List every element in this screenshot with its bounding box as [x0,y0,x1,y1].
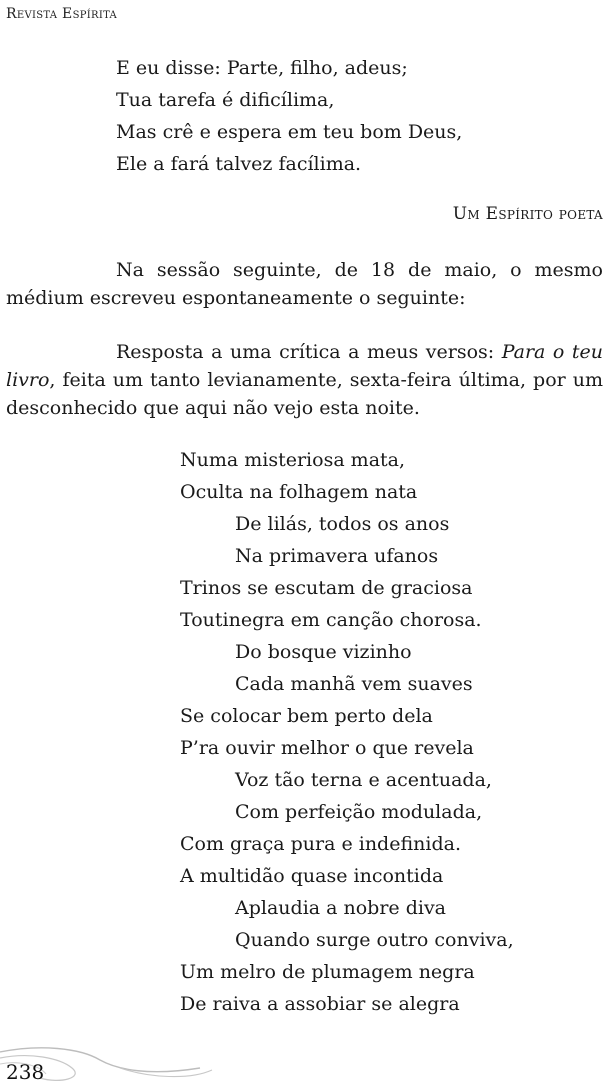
paragraph-response [6,338,603,422]
poem-line: Oculta na folhagem nata [180,481,418,503]
stanza-line: E eu disse: Parte, filho, adeus; [116,57,408,79]
poem-line: Com perfeição modulada, [235,801,483,823]
poem-line: Aplaudia a nobre diva [235,897,447,919]
poem-line: De lilás, todos os anos [235,513,450,535]
poem-line: Quando surge outro conviva, [235,929,514,951]
running-head: Revista Espírita [6,6,118,22]
poem-line: Com graça pura e indefinida. [180,833,461,855]
poem-line: Voz tão terna e acentuada, [235,769,492,791]
poem-line: Um melro de plumagem negra [180,961,475,983]
poem-line: Na primavera ufanos [235,545,439,567]
closing-stanza [116,52,462,180]
paragraph-response-rest: , feita um tanto levianamente, sexta-feira última, por um desconhecido que aqui não vejo esta noite. [6,369,603,419]
stanza-line: Mas crê e espera em teu bom Deus, [116,121,463,143]
book-title: Para o teu livro [6,341,603,391]
poem-line: De raiva a assobiar se alegra [180,993,460,1015]
paragraph-response-intro: Resposta a uma crítica a meus versos: [116,341,502,363]
poem-line: Cada manhã vem suaves [235,673,473,695]
poem-line: Numa misteriosa mata, [180,449,406,471]
poem-line: Trinos se escutam de graciosa [180,577,473,599]
stanza-line: Tua tarefa é dificílima, [116,89,335,111]
poem-line: Se colocar bem perto dela [180,705,433,727]
paragraph-session: Na sessão seguinte, de 18 de maio, o mesmo médium escreveu espontaneamente o seguinte: [6,259,603,309]
poem-line: Toutinegra em canção chorosa. [180,609,482,631]
signature: Um Espírito poeta [452,204,603,224]
poem-line: P’ra ouvir melhor o que revela [180,737,474,759]
page-number: 238 [6,1060,45,1084]
stanza-line: Ele a fará talvez facílima. [116,153,362,175]
poem [180,444,514,1020]
poem-line: A multidão quase incontida [180,865,444,887]
poem-line: Do bosque vizinho [235,641,412,663]
